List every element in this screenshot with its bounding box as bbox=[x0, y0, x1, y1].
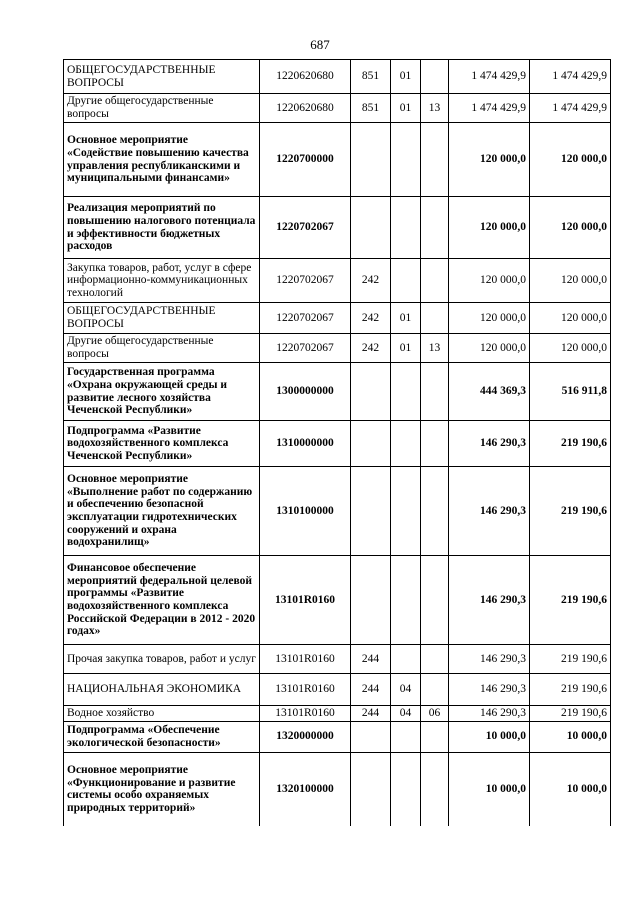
section-code bbox=[391, 197, 421, 259]
budget-table bbox=[63, 59, 611, 826]
item-name: ОБЩЕГОСУДАРСТВЕННЫЕ ВОПРОСЫ bbox=[64, 60, 260, 94]
amount-year-2: 120 000,0 bbox=[530, 197, 611, 259]
expense-type: 242 bbox=[351, 334, 391, 363]
amount-year-2: 120 000,0 bbox=[530, 123, 611, 197]
subsection-code bbox=[421, 303, 449, 334]
amount-year-1: 120 000,0 bbox=[449, 259, 530, 303]
table-row bbox=[64, 60, 611, 94]
amount-year-1: 444 369,3 bbox=[449, 363, 530, 421]
item-name: Подпрограмма «Развитие водохозяйственного комплекса Чеченской Республики» bbox=[64, 421, 260, 467]
amount-year-1: 146 290,3 bbox=[449, 645, 530, 674]
target-code: 1300000000 bbox=[260, 363, 351, 421]
section-code: 04 bbox=[391, 706, 421, 722]
table-row bbox=[64, 467, 611, 556]
expense-type bbox=[351, 421, 391, 467]
expense-type: 244 bbox=[351, 645, 391, 674]
amount-year-1: 120 000,0 bbox=[449, 123, 530, 197]
amount-year-2: 516 911,8 bbox=[530, 363, 611, 421]
target-code: 1220620680 bbox=[260, 60, 351, 94]
table-row bbox=[64, 421, 611, 467]
item-name: Основное мероприятие «Выполнение работ по содержанию и обеспечению безопасной эксплуатации гидротехнических сооружений и охрана водохранилищ» bbox=[64, 467, 260, 556]
target-code: 13101R0160 bbox=[260, 645, 351, 674]
table-row bbox=[64, 197, 611, 259]
amount-year-1: 10 000,0 bbox=[449, 752, 530, 826]
amount-year-2: 1 474 429,9 bbox=[530, 60, 611, 94]
amount-year-1: 146 290,3 bbox=[449, 706, 530, 722]
subsection-code bbox=[421, 556, 449, 645]
table-row bbox=[64, 721, 611, 752]
amount-year-2: 120 000,0 bbox=[530, 334, 611, 363]
amount-year-2: 219 190,6 bbox=[530, 706, 611, 722]
amount-year-2: 219 190,6 bbox=[530, 645, 611, 674]
item-name: Финансовое обеспечение мероприятий федеральной целевой программы «Развитие водохозяйственного комплекса Российской Федерации в 2012 - 2020 годах» bbox=[64, 556, 260, 645]
subsection-code: 13 bbox=[421, 94, 449, 123]
target-code: 1220620680 bbox=[260, 94, 351, 123]
item-name: Основное мероприятие «Содействие повышению качества управления республиканскими и муниципальными финансами» bbox=[64, 123, 260, 197]
amount-year-1: 146 290,3 bbox=[449, 467, 530, 556]
expense-type bbox=[351, 197, 391, 259]
amount-year-1: 1 474 429,9 bbox=[449, 60, 530, 94]
expense-type bbox=[351, 123, 391, 197]
target-code: 1320000000 bbox=[260, 721, 351, 752]
amount-year-2: 10 000,0 bbox=[530, 721, 611, 752]
amount-year-1: 146 290,3 bbox=[449, 421, 530, 467]
target-code: 1310100000 bbox=[260, 467, 351, 556]
target-code: 1220702067 bbox=[260, 259, 351, 303]
expense-type: 242 bbox=[351, 259, 391, 303]
table-row bbox=[64, 645, 611, 674]
amount-year-2: 219 190,6 bbox=[530, 467, 611, 556]
section-code: 04 bbox=[391, 674, 421, 706]
expense-type: 244 bbox=[351, 674, 391, 706]
subsection-code bbox=[421, 674, 449, 706]
section-code: 01 bbox=[391, 334, 421, 363]
expense-type bbox=[351, 467, 391, 556]
amount-year-1: 1 474 429,9 bbox=[449, 94, 530, 123]
section-code bbox=[391, 123, 421, 197]
target-code: 1220702067 bbox=[260, 197, 351, 259]
amount-year-2: 10 000,0 bbox=[530, 752, 611, 826]
item-name: НАЦИОНАЛЬНАЯ ЭКОНОМИКА bbox=[64, 674, 260, 706]
expense-type: 242 bbox=[351, 303, 391, 334]
item-name: Прочая закупка товаров, работ и услуг bbox=[64, 645, 260, 674]
subsection-code: 13 bbox=[421, 334, 449, 363]
table-row bbox=[64, 363, 611, 421]
page-number: 687 bbox=[310, 37, 330, 52]
amount-year-1: 120 000,0 bbox=[449, 334, 530, 363]
section-code: 01 bbox=[391, 94, 421, 123]
item-name: ОБЩЕГОСУДАРСТВЕННЫЕ ВОПРОСЫ bbox=[64, 303, 260, 334]
amount-year-2: 120 000,0 bbox=[530, 259, 611, 303]
expense-type bbox=[351, 556, 391, 645]
subsection-code bbox=[421, 645, 449, 674]
section-code bbox=[391, 259, 421, 303]
subsection-code bbox=[421, 752, 449, 826]
section-code bbox=[391, 645, 421, 674]
item-name: Подпрограмма «Обеспечение экологической безопасности» bbox=[64, 721, 260, 752]
expense-type bbox=[351, 752, 391, 826]
target-code: 13101R0160 bbox=[260, 706, 351, 722]
item-name: Государственная программа «Охрана окружающей среды и развитие лесного хозяйства Чеченской Республики» bbox=[64, 363, 260, 421]
target-code: 13101R0160 bbox=[260, 674, 351, 706]
table-row bbox=[64, 752, 611, 826]
table-row bbox=[64, 94, 611, 123]
section-code bbox=[391, 721, 421, 752]
item-name: Другие общегосударственные вопросы bbox=[64, 334, 260, 363]
amount-year-1: 120 000,0 bbox=[449, 197, 530, 259]
budget-table-body bbox=[64, 60, 611, 827]
table-row bbox=[64, 674, 611, 706]
subsection-code: 06 bbox=[421, 706, 449, 722]
expense-type: 851 bbox=[351, 60, 391, 94]
subsection-code bbox=[421, 60, 449, 94]
section-code bbox=[391, 467, 421, 556]
subsection-code bbox=[421, 197, 449, 259]
expense-type: 244 bbox=[351, 706, 391, 722]
table-row bbox=[64, 334, 611, 363]
item-name: Закупка товаров, работ, услуг в сфере информационно-коммуникационных технологий bbox=[64, 259, 260, 303]
item-name: Реализация мероприятий по повышению налогового потенциала и эффективности бюджетных расходов bbox=[64, 197, 260, 259]
amount-year-1: 120 000,0 bbox=[449, 303, 530, 334]
section-code bbox=[391, 363, 421, 421]
table-row bbox=[64, 259, 611, 303]
item-name: Другие общегосударственные вопросы bbox=[64, 94, 260, 123]
amount-year-2: 219 190,6 bbox=[530, 674, 611, 706]
section-code bbox=[391, 421, 421, 467]
table-row bbox=[64, 556, 611, 645]
section-code bbox=[391, 752, 421, 826]
subsection-code bbox=[421, 363, 449, 421]
amount-year-1: 10 000,0 bbox=[449, 721, 530, 752]
expense-type: 851 bbox=[351, 94, 391, 123]
target-code: 1220700000 bbox=[260, 123, 351, 197]
section-code bbox=[391, 556, 421, 645]
expense-type bbox=[351, 363, 391, 421]
amount-year-2: 120 000,0 bbox=[530, 303, 611, 334]
section-code: 01 bbox=[391, 60, 421, 94]
amount-year-2: 219 190,6 bbox=[530, 421, 611, 467]
target-code: 1220702067 bbox=[260, 303, 351, 334]
subsection-code bbox=[421, 421, 449, 467]
target-code: 13101R0160 bbox=[260, 556, 351, 645]
amount-year-2: 219 190,6 bbox=[530, 556, 611, 645]
item-name: Основное мероприятие «Функционирование и развитие системы особо охраняемых природных территорий» bbox=[64, 752, 260, 826]
amount-year-2: 1 474 429,9 bbox=[530, 94, 611, 123]
target-code: 1310000000 bbox=[260, 421, 351, 467]
table-row bbox=[64, 706, 611, 722]
subsection-code bbox=[421, 467, 449, 556]
table-row bbox=[64, 123, 611, 197]
section-code: 01 bbox=[391, 303, 421, 334]
subsection-code bbox=[421, 721, 449, 752]
subsection-code bbox=[421, 123, 449, 197]
amount-year-1: 146 290,3 bbox=[449, 556, 530, 645]
subsection-code bbox=[421, 259, 449, 303]
expense-type bbox=[351, 721, 391, 752]
amount-year-1: 146 290,3 bbox=[449, 674, 530, 706]
table-row bbox=[64, 303, 611, 334]
target-code: 1320100000 bbox=[260, 752, 351, 826]
item-name: Водное хозяйство bbox=[64, 706, 260, 722]
target-code: 1220702067 bbox=[260, 334, 351, 363]
